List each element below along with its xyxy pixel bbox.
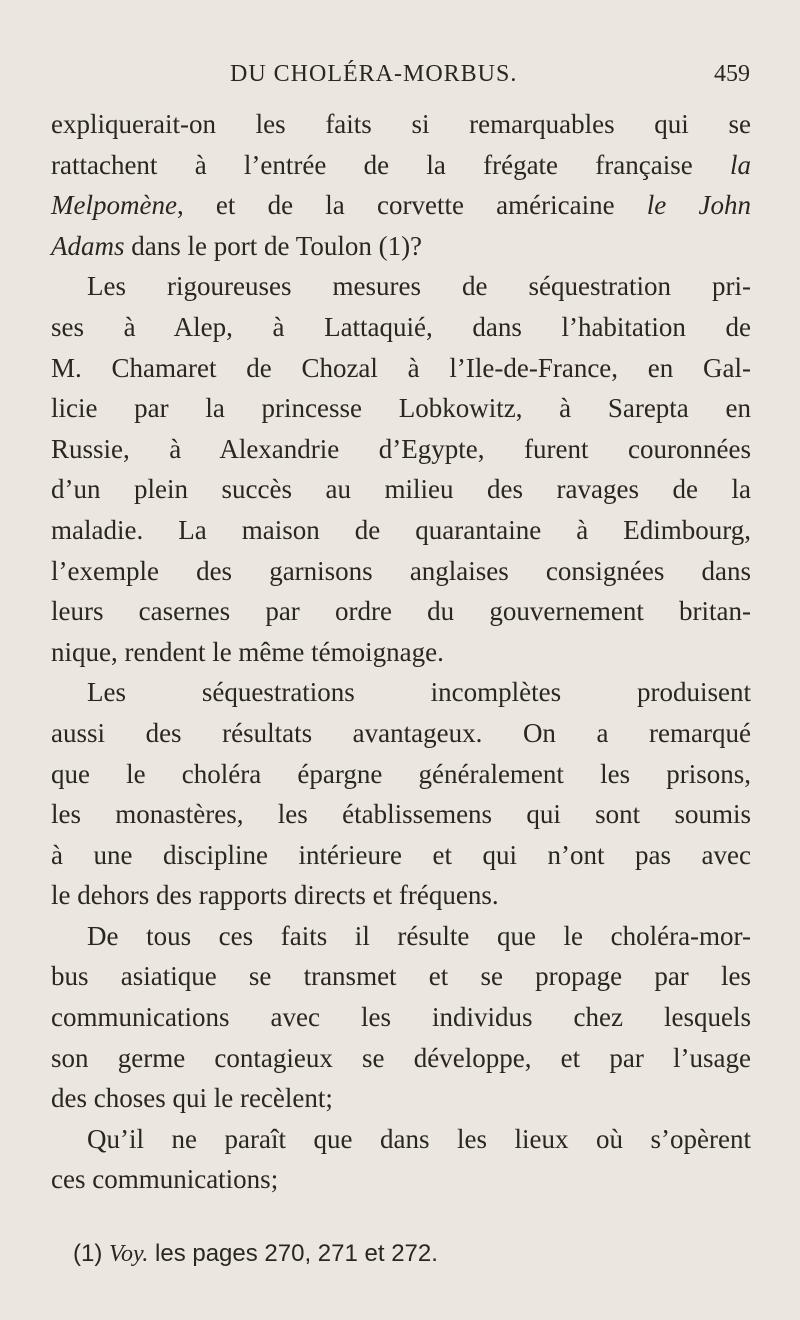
page-header [50, 58, 750, 94]
line-text: aussi des résultats avantageux. On a remarqué [51, 717, 751, 748]
text-line [51, 388, 751, 429]
text-line [51, 916, 751, 957]
line-text: que le choléra épargne généralement les prisons, [51, 758, 751, 789]
text-line [51, 591, 751, 632]
footnote [73, 1238, 438, 1270]
text-line [51, 997, 751, 1038]
line-text: expliquerait-on les faits si remarquables qui se [51, 109, 751, 139]
line-text: licie par la princesse Lobkowitz, à Sarepta en [51, 393, 751, 424]
line-text: son germe contagieux se développe, et par l’usage [51, 1042, 751, 1073]
line-text: communications avec les individus chez lesquels [51, 1002, 751, 1033]
text-line [51, 104, 751, 145]
footnote-text: les pages 270, 271 et 272. [148, 1240, 438, 1267]
text-line [51, 632, 751, 673]
italic-text: le John [646, 190, 751, 221]
line-text: Qu’il ne paraît que dans les lieux où s’opèrent [87, 1123, 751, 1154]
text-line [51, 429, 751, 470]
italic-text: la [729, 149, 751, 180]
line-text: Les rigoureuses mesures de séquestration pri- [87, 271, 751, 302]
line-text: Les séquestrations incomplètes produisent [87, 677, 751, 708]
italic-text: Melpomène [51, 190, 177, 221]
line-text: Russie, à Alexandrie d’Egypte, furent couronnées [51, 433, 751, 464]
line-text: d’un plein succès au milieu des ravages de la [51, 474, 751, 505]
text-line [51, 956, 751, 997]
line-text: De tous ces faits il résulte que le choléra-mor- [87, 920, 751, 951]
text-line [51, 713, 751, 754]
line-text: leurs casernes par ordre du gouvernement britan- [51, 596, 751, 627]
line-text: ces communications; [51, 1164, 279, 1195]
line-text: ses à Alep, à Lattaquié, dans l’habitation de [51, 311, 751, 342]
text-line [51, 1038, 751, 1079]
text-line [51, 226, 751, 267]
text-line [51, 185, 751, 226]
text-line [51, 1078, 751, 1119]
line-text: le dehors des rapports directs et fréquens. [51, 880, 499, 911]
text-line [51, 145, 751, 186]
footnote-marker: (1) [73, 1240, 103, 1267]
page-number: 459 [714, 61, 750, 87]
line-text: rattachent à l’entrée de la frégate française [51, 149, 730, 180]
line-text: l’exemple des garnisons anglaises consignées dans [51, 555, 751, 586]
line-text: des choses qui le recèlent; [51, 1083, 333, 1114]
line-text: à une discipline intérieure et qui n’ont pas avec [51, 839, 751, 870]
line-text: nique, rendent le même témoignage. [51, 636, 444, 667]
line-text: , et de la corvette américaine [176, 190, 647, 221]
text-line [51, 794, 751, 835]
line-text: les monastères, les établissemens qui sont soumis [51, 799, 751, 830]
text-line [51, 875, 751, 916]
line-text: dans le port de Toulon (1)? [124, 230, 423, 261]
text-line [51, 469, 751, 510]
running-title: DU CHOLÉRA-MORBUS. [230, 61, 518, 87]
text-line [51, 266, 751, 307]
text-line [51, 1119, 751, 1160]
text-line [51, 510, 751, 551]
text-line [51, 754, 751, 795]
text-line [51, 1159, 751, 1200]
text-line [51, 672, 751, 713]
line-text: M. Chamaret de Chozal à l’Ile-de-France, en Gal- [51, 352, 751, 383]
footnote-abbreviation: Voy. [109, 1241, 149, 1267]
line-text: bus asiatique se transmet et se propage par les [51, 961, 751, 992]
text-line [51, 835, 751, 876]
text-line [51, 551, 751, 592]
line-text: maladie. La maison de quarantaine à Edimbourg, [51, 514, 751, 545]
body-text [51, 104, 751, 1200]
text-line [51, 348, 751, 389]
italic-text: Adams [51, 230, 125, 261]
text-line [51, 307, 751, 348]
